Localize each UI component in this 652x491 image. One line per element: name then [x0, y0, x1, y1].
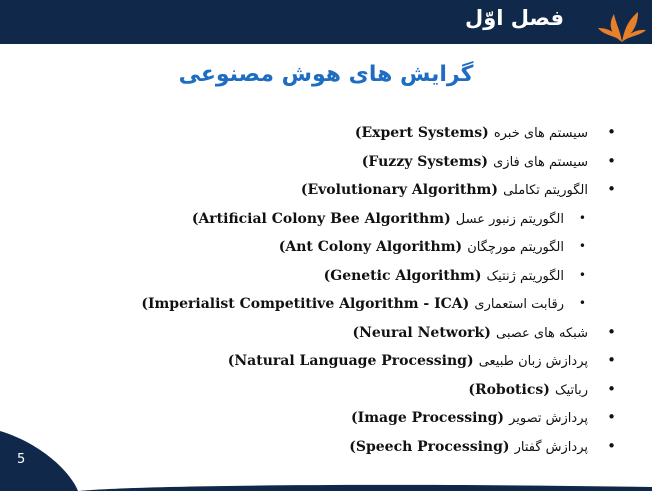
list-item-text	[362, 151, 588, 170]
persian-term: سیستم های فازی	[493, 154, 588, 170]
english-term: (Speech Processing)	[349, 438, 510, 455]
bullet-icon: •	[607, 408, 616, 426]
bullet-icon: •	[607, 379, 616, 398]
bullet-icon: •	[578, 239, 586, 253]
persian-term: شبکه های عصبی	[495, 325, 588, 341]
persian-term: الگوریتم تکاملی	[503, 183, 588, 198]
persian-term: پردازش تصویر	[509, 411, 588, 426]
chapter-title: فصل اوّل	[465, 6, 564, 30]
list-item-text	[141, 293, 564, 312]
english-term: (Genetic Algorithm)	[323, 267, 482, 284]
bullet-icon: •	[607, 180, 616, 198]
persian-term: پردازش زبان طبیعی	[478, 354, 588, 369]
bullet-icon: •	[607, 322, 616, 341]
persian-term: رقابت استعماری	[474, 297, 564, 312]
persian-term: پردازش گفتار	[514, 439, 588, 455]
footer-curve	[0, 431, 652, 491]
bullet-icon: •	[578, 210, 586, 225]
persian-term: الگوریتم مورچگان	[467, 240, 564, 255]
list-item	[16, 403, 616, 432]
english-term: (Fuzzy Systems)	[361, 153, 489, 170]
slide-heading: گرایش های هوش مصنوعی	[178, 62, 474, 87]
bullet-icon: •	[578, 267, 586, 282]
english-term: (Neural Network)	[352, 324, 491, 341]
english-term: (Imperialist Competitive Algorithm - ICA)	[141, 296, 470, 312]
list-item	[16, 375, 616, 404]
english-term: (Robotics)	[468, 381, 550, 398]
header-bar	[0, 0, 652, 44]
page-number: 5	[17, 452, 26, 467]
list-item-text	[301, 179, 588, 198]
bullet-list	[16, 118, 616, 460]
sub-list-item	[16, 261, 616, 290]
sub-list-item	[16, 289, 616, 318]
sub-list-item	[16, 204, 616, 233]
english-term: (Expert Systems)	[354, 125, 489, 141]
bullet-icon: •	[607, 436, 616, 455]
list-item-text	[468, 379, 588, 398]
list-item-text	[279, 236, 564, 255]
persian-term: الگوریتم ژنتیک	[486, 268, 564, 284]
list-item-text	[192, 208, 564, 227]
bullet-icon: •	[607, 351, 616, 369]
sub-list-item	[16, 232, 616, 261]
logo-icon	[596, 2, 648, 44]
list-item-text	[355, 122, 588, 141]
list-item	[16, 318, 616, 347]
english-term: (Evolutionary Algorithm)	[300, 182, 498, 198]
english-term: (Artificial Colony Bee Algorithm)	[191, 210, 451, 227]
list-item	[16, 147, 616, 176]
english-term: (Image Processing)	[351, 410, 505, 426]
list-item-text	[352, 322, 588, 341]
persian-term: الگوریتم زنبور عسل	[455, 211, 564, 227]
persian-term: رباتیک	[554, 382, 588, 398]
bullet-icon: •	[607, 123, 616, 141]
list-item-text	[228, 350, 588, 369]
list-item-text	[324, 265, 564, 284]
bullet-icon: •	[607, 151, 616, 170]
list-item	[16, 118, 616, 147]
bullet-icon: •	[578, 296, 586, 310]
list-item	[16, 346, 616, 375]
list-item	[16, 175, 616, 204]
english-term: (Ant Colony Algorithm)	[278, 239, 463, 255]
english-term: (Natural Language Processing)	[227, 353, 474, 369]
list-item-text	[351, 407, 588, 426]
persian-term: سیستم های خبره	[493, 126, 588, 141]
